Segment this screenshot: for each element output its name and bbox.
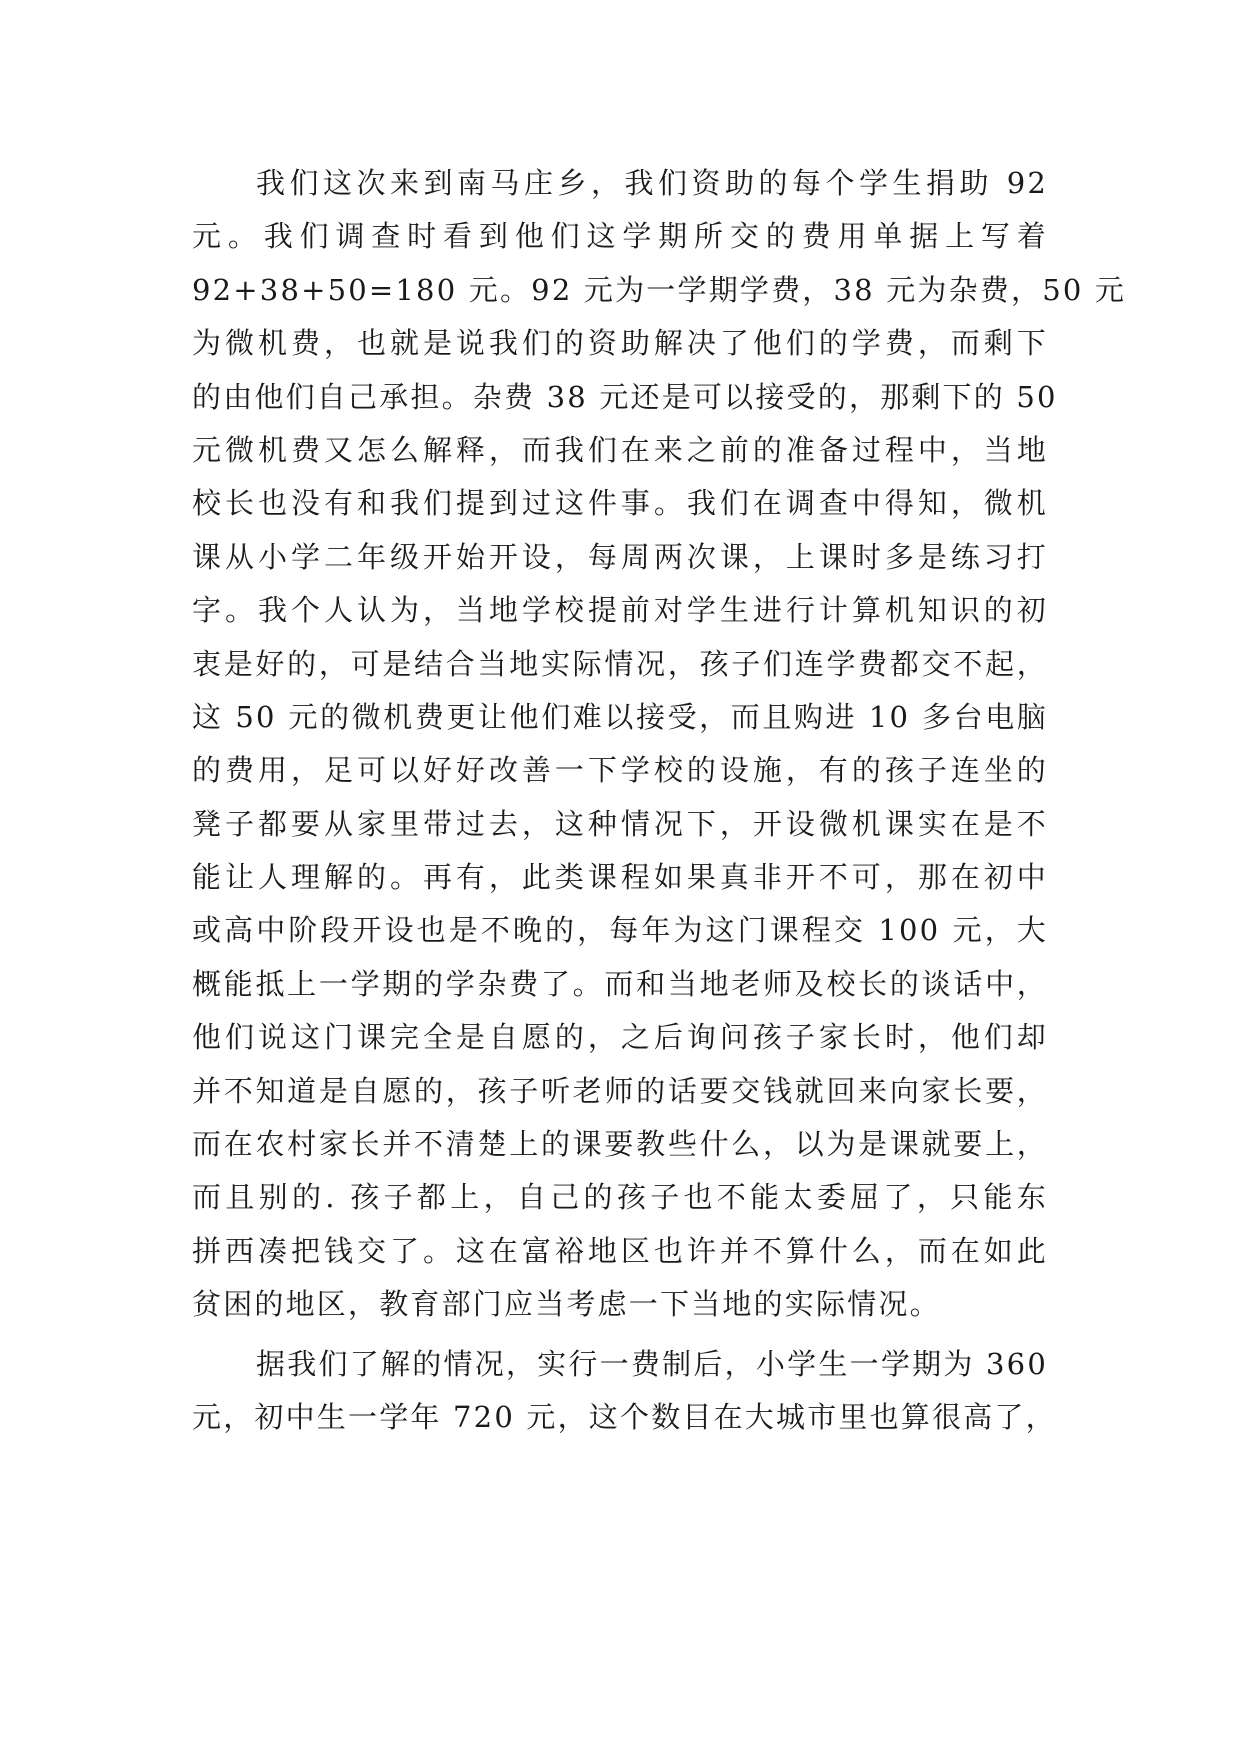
paragraph-2 [192,1338,1057,1445]
text-line: 凳子都要从家里带过去，这种情况下，开设微机课实在是不 [192,806,1048,841]
text-line: 的由他们自己承担。杂费 38 元还是可以接受的，那剩下的 50 [192,379,1058,414]
text-line: 他们说这门课完全是自愿的，之后询问孩子家长时，他们却 [192,1020,1048,1055]
text-line: 这 50 元的微机费更让他们难以接受，而且购进 10 多台电脑 [192,699,1048,734]
text-line: 能让人理解的。再有，此类课程如果真非开不可，那在初中 [192,860,1048,895]
text-line: 衷是好的，可是结合当地实际情况，孩子们连学费都交不起， [192,646,1048,681]
text-line: 为微机费，也就是说我们的资助解决了他们的学费，而剩下 [192,326,1048,361]
text-line: 字。我个人认为，当地学校提前对学生进行计算机知识的初 [192,593,1048,628]
text-line: 而在农村家长并不清楚上的课要教些什么，以为是课就要上， [192,1127,1048,1162]
text-line: 元，初中生一学年 720 元，这个数目在大城市里也算很高了， [192,1399,1057,1434]
text-line: 而且别的. 孩子都上，自己的孩子也不能太委屈了，只能东 [192,1180,1048,1215]
text-line: 或高中阶段开设也是不晚的，每年为这门课程交 100 元，大 [192,913,1048,948]
text-line: 校长也没有和我们提到过这件事。我们在调查中得知，微机 [192,486,1048,521]
text-line: 并不知道是自愿的，孩子听老师的话要交钱就回来向家长要， [192,1073,1048,1108]
text-line: 贫困的地区，教育部门应当考虑一下当地的实际情况。 [192,1287,941,1322]
text-line: 据我们了解的情况，实行一费制后，小学生一学期为 360 [256,1346,1048,1381]
text-line: 元。我们调查时看到他们这学期所交的费用单据上写着 [192,219,1048,254]
document-body [192,157,1127,1444]
text-line: 概能抵上一学期的学杂费了。而和当地老师及校长的谈话中， [192,966,1048,1001]
text-line: 92+38+50=180 元。92 元为一学期学费，38 元为杂费，50 元 [192,272,1127,307]
paragraph-1 [192,157,1127,1332]
text-line: 课从小学二年级开始开设，每周两次课，上课时多是练习打 [192,539,1048,574]
text-line: 的费用，足可以好好改善一下学校的设施，有的孩子连坐的 [192,753,1048,788]
text-line: 我们这次来到南马庄乡，我们资助的每个学生捐助 92 [256,166,1048,200]
text-line: 拼西凑把钱交了。这在富裕地区也许并不算什么，而在如此 [192,1233,1048,1268]
text-line: 元微机费又怎么解释，而我们在来之前的准备过程中，当地 [192,432,1048,467]
